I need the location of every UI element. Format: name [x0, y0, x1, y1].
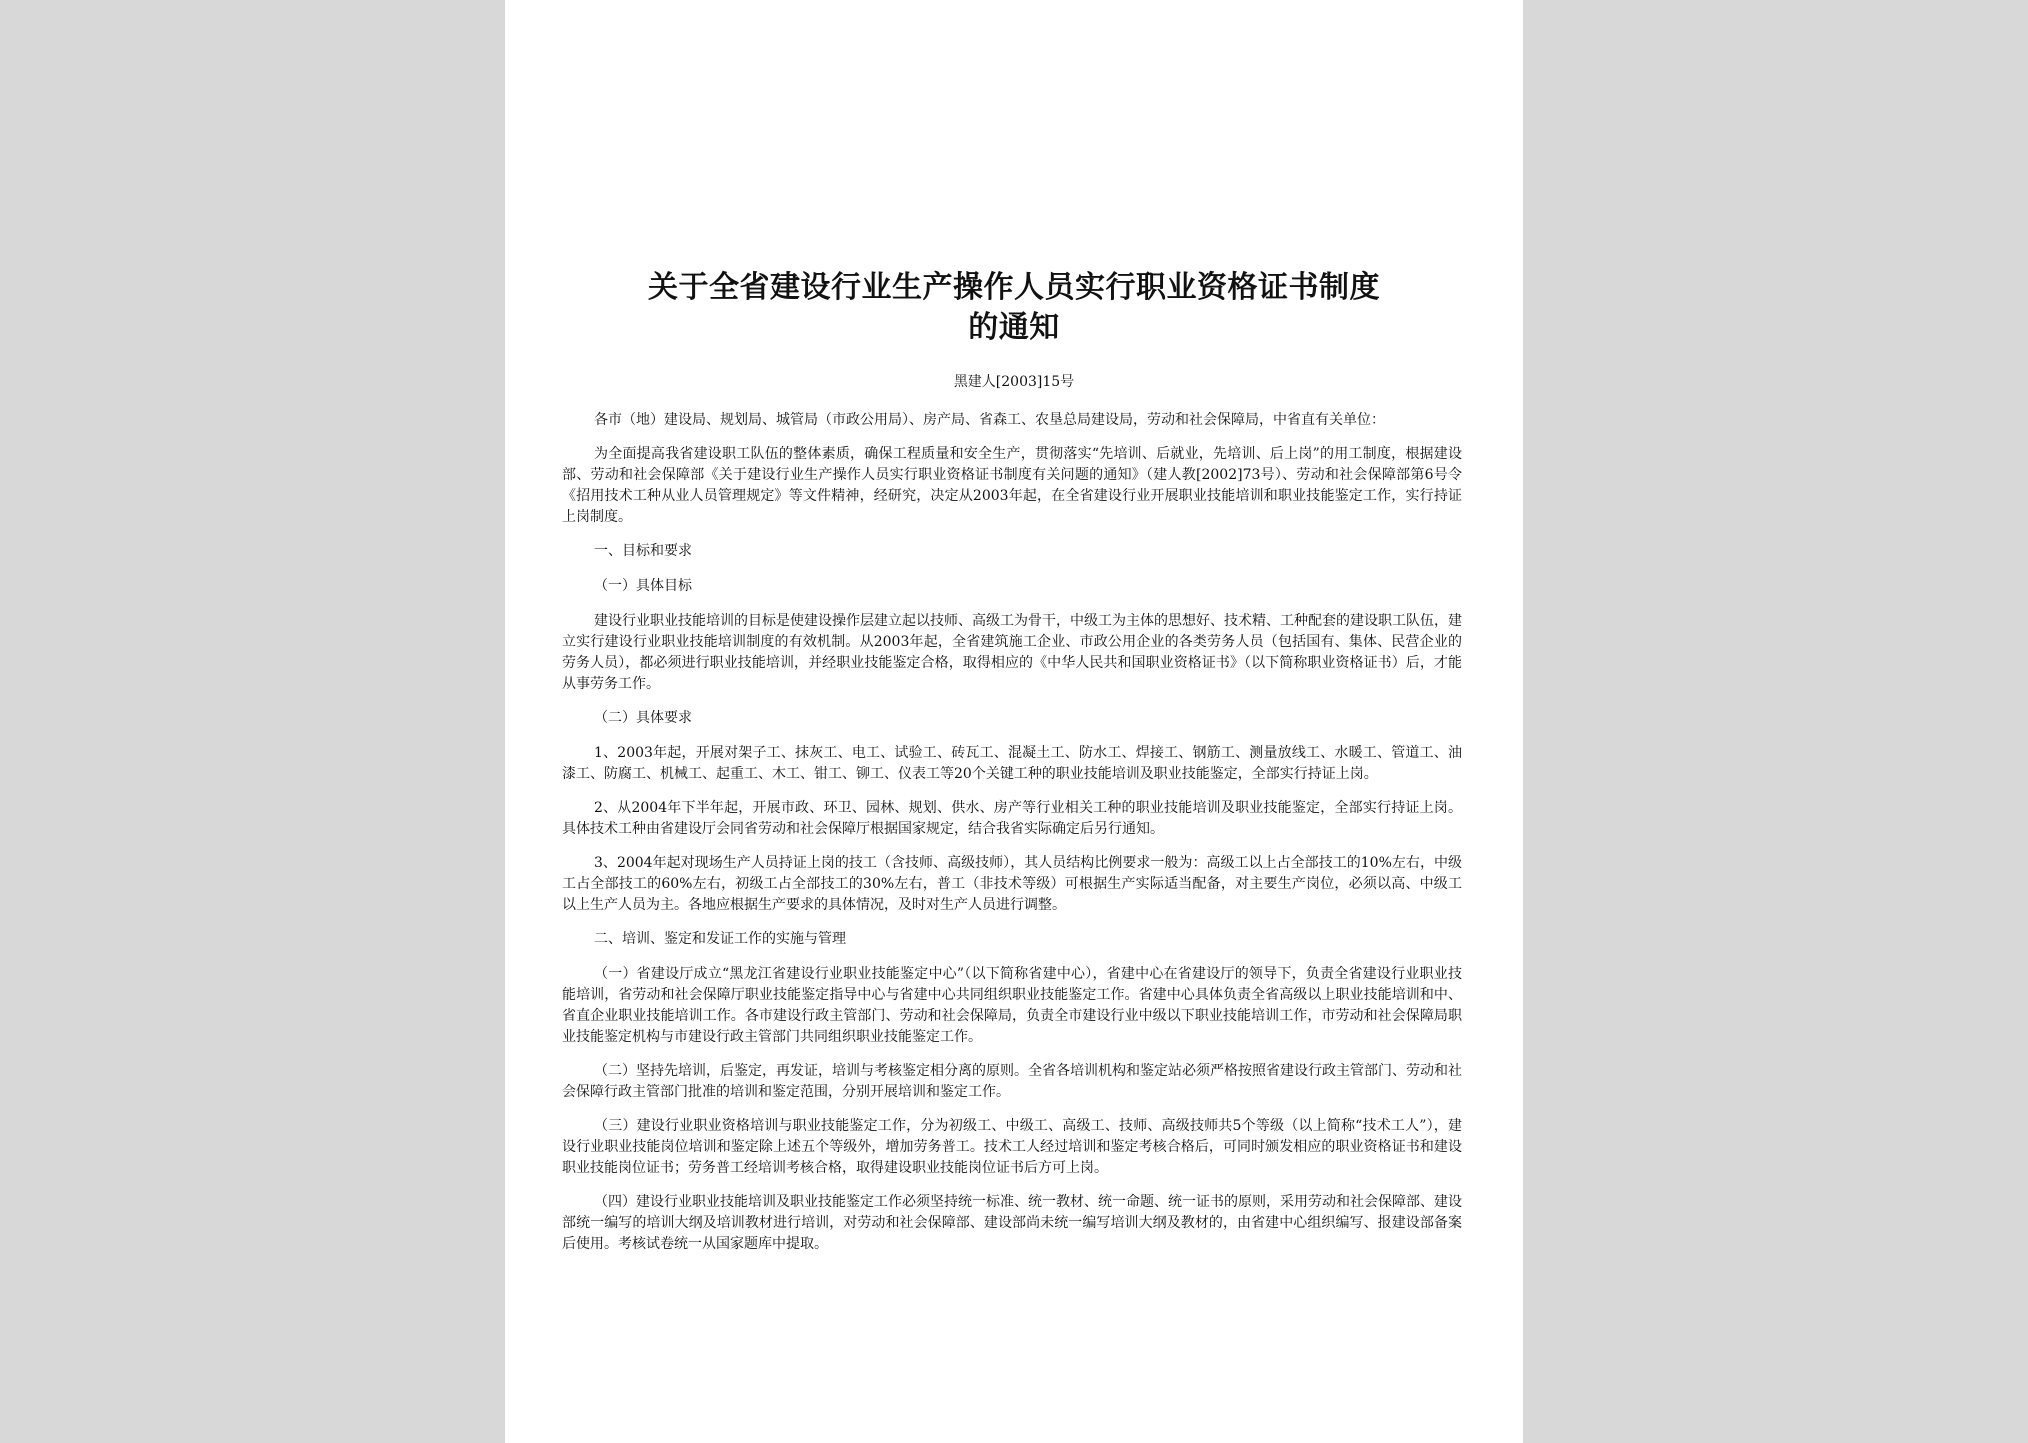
body-paragraph: 3、2004年起对现场生产人员持证上岗的技工（含技师、高级技师），其人员结构比例要求一般为：高级工以上占全部技工的10%左右，中级工占全部技工的60%左右，初级工占全部技工的30%左右，普工（非技术等级）可根据生产实际适当配备，对主要生产岗位，必须以高、中级工以上生产人员为主。各地应根据生产要求的具体情况，及时对生产人员进行调整。 — [562, 855, 1462, 913]
document-body — [562, 410, 1462, 1268]
document-page — [505, 0, 1523, 1443]
title-line-2: 的通知 — [968, 310, 1060, 345]
addressee-paragraph: 各市（地）建设局、规划局、城管局（市政公用局）、房产局、省森工、农垦总局建设局，劳动和社会保障局，中省直有关单位： — [594, 412, 1385, 428]
title-line-1: 关于全省建设行业生产操作人员实行职业资格证书制度 — [648, 270, 1380, 305]
body-paragraph: （四）建设行业职业技能培训及职业技能鉴定工作必须坚持统一标准、统一教材、统一命题、统一证书的原则，采用劳动和社会保障部、建设部统一编写的培训大纲及培训教材进行培训，对劳动和社会保障部、建设部尚未统一编写培训大纲及教材的，由省建中心组织编写、报建设部备案后使用。考核试卷统一从国家题库中提取。 — [562, 1194, 1462, 1252]
subsection-heading: （二）具体要求 — [594, 710, 692, 726]
body-paragraph: 2、从2004年下半年起，开展市政、环卫、园林、规划、供水、房产等行业相关工种的职业技能培训及职业技能鉴定，全部实行持证上岗。具体技术工种由省建设厅会同省劳动和社会保障厅根据国家规定，结合我省实际确定后另行通知。 — [562, 800, 1462, 837]
body-paragraph: （一）省建设厅成立“黑龙江省建设行业职业技能鉴定中心”（以下简称省建中心），省建中心在省建设厅的领导下，负责全省建设行业职业技能培训，省劳动和社会保障厅职业技能鉴定指导中心与省建中心共同组织职业技能鉴定工作。省建中心具体负责全省高级以上职业技能培训和中、省直企业职业技能培训工作。各市建设行政主管部门、劳动和社会保障局，负责全市建设行业中级以下职业技能培训工作，市劳动和社会保障局职业技能鉴定机构与市建设行政主管部门共同组织职业技能鉴定工作。 — [562, 966, 1462, 1045]
section-heading: 二、培训、鉴定和发证工作的实施与管理 — [594, 931, 846, 947]
intro-paragraph: 为全面提高我省建设职工队伍的整体素质，确保工程质量和安全生产，贯彻落实“先培训、后就业，先培训、后上岗”的用工制度，根据建设部、劳动和社会保障部《关于建设行业生产操作人员实行职业资格证书制度有关问题的通知》（建人教[2002]73号）、劳动和社会保障部第6号令《招用技术工种从业人员管理规定》等文件精神，经研究，决定从2003年起，在全省建设行业开展职业技能培训和职业技能鉴定工作，实行持证上岗制度。 — [562, 446, 1462, 525]
subsection-heading: （一）具体目标 — [594, 578, 692, 594]
body-paragraph: （二）坚持先培训，后鉴定，再发证，培训与考核鉴定相分离的原则。全省各培训机构和鉴定站必须严格按照省建设行政主管部门、劳动和社会保障行政主管部门批准的培训和鉴定范围，分别开展培训和鉴定工作。 — [562, 1063, 1462, 1100]
body-paragraph: （三）建设行业职业资格培训与职业技能鉴定工作，分为初级工、中级工、高级工、技师、高级技师共5个等级（以上简称“技术工人”），建设行业职业技能岗位培训和鉴定除上述五个等级外，增加劳务普工。技术工人经过培训和鉴定考核合格后，可同时颁发相应的职业资格证书和建设职业技能岗位证书；劳务普工经培训考核合格，取得建设职业技能岗位证书后方可上岗。 — [562, 1118, 1462, 1176]
document-title — [555, 268, 1473, 348]
body-paragraph: 1、2003年起，开展对架子工、抹灰工、电工、试验工、砖瓦工、混凝土工、防水工、焊接工、钢筋工、测量放线工、水暖工、管道工、油漆工、防腐工、机械工、起重工、木工、钳工、铆工、仪表工等20个关键工种的职业技能培训及职业技能鉴定，全部实行持证上岗。 — [562, 745, 1462, 782]
body-paragraph: 建设行业职业技能培训的目标是使建设操作层建立起以技师、高级工为骨干，中级工为主体的思想好、技术精、工种配套的建设职工队伍，建立实行建设行业职业技能培训制度的有效机制。从2003年起，全省建筑施工企业、市政公用企业的各类劳务人员（包括国有、集体、民营企业的劳务人员），都必须进行职业技能培训，并经职业技能鉴定合格，取得相应的《中华人民共和国职业资格证书》（以下简称职业资格证书）后，才能从事劳务工作。 — [562, 613, 1462, 692]
section-heading: 一、目标和要求 — [594, 543, 692, 559]
document-number: 黑建人[2003]15号 — [953, 374, 1075, 390]
